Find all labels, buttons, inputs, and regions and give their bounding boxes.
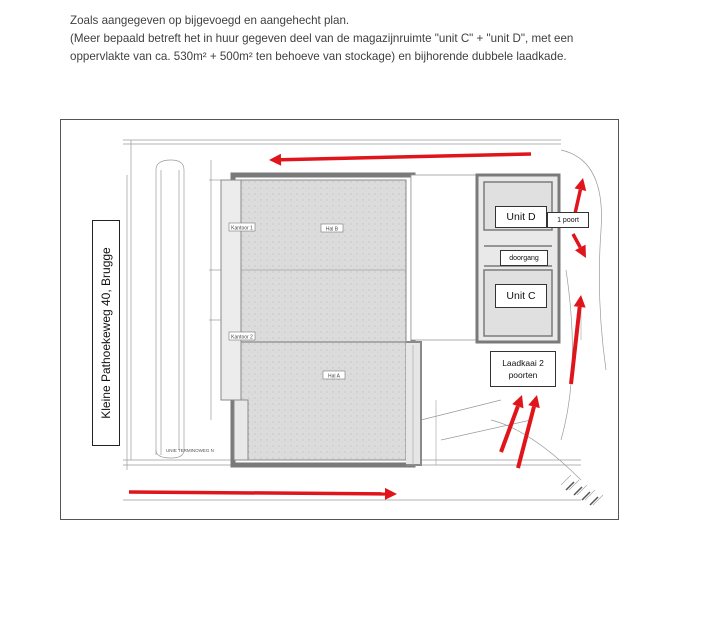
unit-c-text: Unit C bbox=[506, 290, 536, 302]
poort-text: 1 poort bbox=[557, 216, 579, 224]
site-plan-drawing bbox=[61, 120, 618, 519]
unit-d-text: Unit D bbox=[506, 211, 536, 223]
unit-c-label bbox=[495, 284, 547, 308]
intro-line-2: (Meer bepaald betreft het in huur gegeven deel van de magazijnruimte "unit C" + "unit D", met een bbox=[70, 32, 574, 45]
doorgang-label bbox=[500, 250, 548, 266]
arrow-top-left-head bbox=[269, 154, 281, 166]
hal-b-label: Hal B bbox=[325, 226, 339, 233]
laadkaai-line-1: Laadkaai 2 bbox=[502, 358, 544, 368]
intro-line-1: Zoals aangegeven op bijgevoegd en aangehecht plan. bbox=[70, 14, 350, 27]
street-small-label: UNIE TERMINOWEG N bbox=[166, 448, 214, 453]
kantoor-1-label: Kantoor 1 bbox=[231, 225, 253, 232]
street-address-label bbox=[92, 220, 120, 446]
kantoor-2-label: Kantoor 2 bbox=[231, 334, 253, 341]
site-plan-figure bbox=[60, 119, 619, 520]
arrow-laadkaai-2-head bbox=[528, 395, 540, 408]
laadkaai-line-2: poorten bbox=[508, 370, 538, 380]
unit-d-label bbox=[495, 206, 547, 228]
arrow-bottom-right-head bbox=[385, 488, 397, 500]
arrow-right-down bbox=[573, 234, 580, 247]
poort-label bbox=[547, 212, 589, 228]
intro-line-3: oppervlakte van ca. 530m² + 500m² ten behoeve van stockage) en bijhorende dubbele laadkade. bbox=[70, 50, 567, 63]
doorgang-text: doorgang bbox=[509, 254, 539, 262]
arrow-top-right-curve-head bbox=[575, 178, 587, 191]
intro-text bbox=[70, 12, 690, 66]
arrow-top-left bbox=[281, 154, 531, 160]
arrow-right-up-head bbox=[574, 295, 586, 308]
laadkaai-label bbox=[490, 351, 556, 387]
arrow-laadkaai-2 bbox=[518, 407, 534, 468]
arrow-bottom-right bbox=[129, 492, 385, 494]
hal-a-label: Hal A bbox=[328, 373, 340, 380]
street-address-text: Kleine Pathoekeweg 40, Brugge bbox=[99, 247, 113, 419]
